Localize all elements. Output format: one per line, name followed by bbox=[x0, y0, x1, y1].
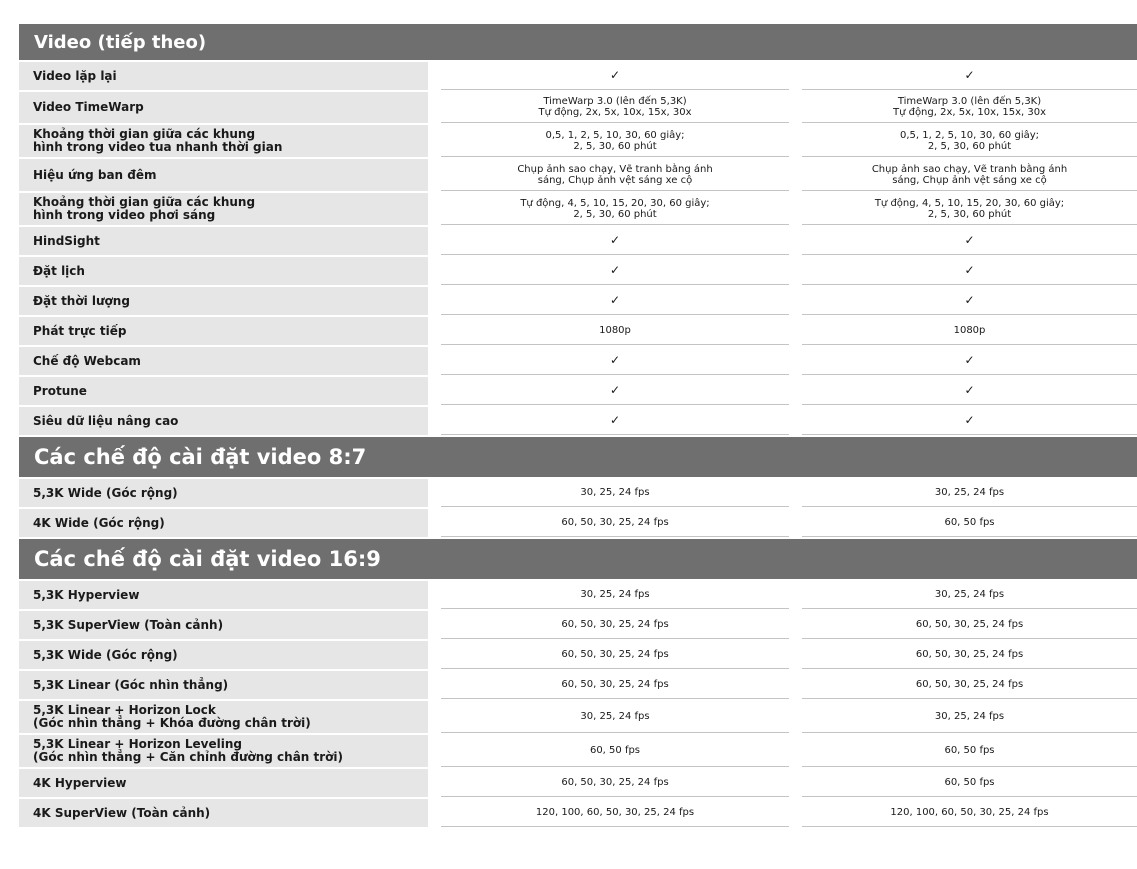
column-gap bbox=[789, 581, 802, 609]
column-gap bbox=[789, 611, 802, 639]
column-gap bbox=[789, 509, 802, 537]
feature-label-line: Siêu dữ liệu nâng cao bbox=[33, 413, 179, 428]
value-line: 60, 50 fps bbox=[944, 517, 995, 528]
value-cell-camera-2 bbox=[802, 611, 1137, 639]
value-cell-camera-1 bbox=[441, 671, 789, 699]
value-line: 2, 5, 30, 60 phút bbox=[927, 140, 1012, 152]
value-line: 30, 25, 24 fps bbox=[580, 487, 650, 498]
column-gap bbox=[428, 227, 441, 255]
section-header bbox=[19, 24, 1137, 60]
feature-label bbox=[19, 287, 428, 315]
column-gap bbox=[428, 581, 441, 609]
table-row bbox=[19, 407, 1137, 435]
column-gap bbox=[789, 735, 802, 767]
value-cell-camera-1 bbox=[441, 509, 789, 537]
value-line: Tự động, 2x, 5x, 10x, 15x, 30x bbox=[538, 107, 692, 118]
column-gap bbox=[428, 347, 441, 375]
feature-label bbox=[19, 125, 428, 157]
checkmark-icon: ✓ bbox=[609, 233, 621, 247]
value-cell-camera-1 bbox=[441, 641, 789, 669]
spec-sheet bbox=[19, 24, 1137, 829]
value-cell-camera-1 bbox=[441, 227, 789, 255]
feature-label bbox=[19, 479, 428, 507]
feature-label bbox=[19, 92, 428, 123]
feature-label-line: 5,3K Wide (Góc rộng) bbox=[33, 485, 178, 500]
column-gap bbox=[789, 317, 802, 345]
table-row bbox=[19, 287, 1137, 315]
column-gap bbox=[789, 159, 802, 191]
column-gap bbox=[789, 62, 802, 90]
value-cell-camera-1 bbox=[441, 735, 789, 767]
checkmark-icon: ✓ bbox=[609, 293, 621, 307]
section-title: Các chế độ cài đặt video 8:7 bbox=[34, 445, 367, 469]
value-cell-camera-2 bbox=[802, 799, 1137, 827]
checkmark-icon: ✓ bbox=[964, 293, 975, 307]
table-row bbox=[19, 611, 1137, 639]
feature-label-line: (Góc nhìn thẳng + Căn chỉnh đường chân trời) bbox=[33, 750, 344, 764]
value-line: 1080p bbox=[953, 325, 986, 336]
value-line: TimeWarp 3.0 (lên đến 5,3K) bbox=[543, 96, 687, 107]
value-cell-camera-2 bbox=[802, 671, 1137, 699]
value-cell-camera-2 bbox=[802, 509, 1137, 537]
feature-label bbox=[19, 407, 428, 435]
feature-label bbox=[19, 377, 428, 405]
feature-label-line: 5,3K Linear + Horizon Leveling bbox=[33, 737, 242, 751]
feature-label bbox=[19, 735, 428, 767]
checkmark-icon: ✓ bbox=[609, 413, 621, 427]
section-header bbox=[19, 437, 1137, 477]
value-line: 120, 100, 60, 50, 30, 25, 24 fps bbox=[535, 807, 695, 818]
column-gap bbox=[428, 479, 441, 507]
table-row bbox=[19, 257, 1137, 285]
value-cell-camera-1 bbox=[441, 479, 789, 507]
value-line: 60, 50, 30, 25, 24 fps bbox=[915, 649, 1024, 660]
feature-label-line: Khoảng thời gian giữa các khung bbox=[33, 127, 256, 141]
feature-label bbox=[19, 193, 428, 225]
column-gap bbox=[789, 227, 802, 255]
feature-label-line: Hiệu ứng ban đêm bbox=[33, 167, 157, 182]
column-gap bbox=[428, 611, 441, 639]
checkmark-icon: ✓ bbox=[609, 263, 621, 277]
column-gap bbox=[789, 701, 802, 733]
checkmark-icon: ✓ bbox=[609, 383, 621, 397]
value-cell-camera-1 bbox=[441, 701, 789, 733]
feature-label-line: 5,3K Wide (Góc rộng) bbox=[33, 647, 178, 662]
value-line: 60, 50, 30, 25, 24 fps bbox=[561, 649, 669, 660]
column-gap bbox=[428, 671, 441, 699]
section-title: Các chế độ cài đặt video 16:9 bbox=[34, 547, 381, 571]
value-line: sáng, Chụp ảnh vệt sáng xe cộ bbox=[537, 174, 693, 186]
value-cell-camera-1 bbox=[441, 257, 789, 285]
value-cell-camera-2 bbox=[802, 479, 1137, 507]
value-cell-camera-2 bbox=[802, 317, 1137, 345]
column-gap bbox=[789, 641, 802, 669]
feature-label bbox=[19, 769, 428, 797]
value-cell-camera-1 bbox=[441, 125, 789, 157]
value-cell-camera-1 bbox=[441, 407, 789, 435]
column-gap bbox=[789, 407, 802, 435]
column-gap bbox=[789, 671, 802, 699]
value-line: 60, 50, 30, 25, 24 fps bbox=[561, 777, 669, 788]
column-gap bbox=[428, 287, 441, 315]
value-cell-camera-1 bbox=[441, 799, 789, 827]
value-cell-camera-2 bbox=[802, 125, 1137, 157]
value-cell-camera-1 bbox=[441, 377, 789, 405]
column-gap bbox=[428, 62, 441, 90]
column-gap bbox=[789, 92, 802, 123]
checkmark-icon: ✓ bbox=[964, 383, 975, 397]
feature-label-line: 4K SuperView (Toàn cảnh) bbox=[33, 805, 211, 820]
feature-label-line: Video lặp lại bbox=[33, 68, 117, 83]
table-row bbox=[19, 735, 1137, 767]
table-row bbox=[19, 347, 1137, 375]
table-row bbox=[19, 479, 1137, 507]
feature-label bbox=[19, 62, 428, 90]
value-cell-camera-2 bbox=[802, 407, 1137, 435]
value-line: 2, 5, 30, 60 phút bbox=[573, 140, 657, 152]
value-line: 60, 50 fps bbox=[589, 745, 641, 756]
checkmark-icon: ✓ bbox=[964, 68, 975, 82]
value-cell-camera-2 bbox=[802, 92, 1137, 123]
feature-label bbox=[19, 347, 428, 375]
value-line: 120, 100, 60, 50, 30, 25, 24 fps bbox=[890, 807, 1049, 818]
feature-label-line: Protune bbox=[33, 383, 87, 398]
column-gap bbox=[428, 769, 441, 797]
value-line: Chụp ảnh sao chạy, Vẽ tranh bằng ánh bbox=[517, 163, 713, 175]
feature-label bbox=[19, 671, 428, 699]
table-row bbox=[19, 377, 1137, 405]
column-gap bbox=[789, 377, 802, 405]
column-gap bbox=[428, 407, 441, 435]
checkmark-icon: ✓ bbox=[964, 263, 975, 277]
feature-label-line: 5,3K Linear (Góc nhìn thẳng) bbox=[33, 677, 229, 692]
column-gap bbox=[428, 377, 441, 405]
column-gap bbox=[428, 735, 441, 767]
feature-label-line: Đặt lịch bbox=[33, 263, 85, 278]
column-gap bbox=[428, 125, 441, 157]
column-gap bbox=[428, 509, 441, 537]
column-gap bbox=[428, 701, 441, 733]
value-line: 30, 25, 24 fps bbox=[934, 487, 1005, 498]
checkmark-icon: ✓ bbox=[964, 353, 975, 367]
value-cell-camera-1 bbox=[441, 287, 789, 315]
column-gap bbox=[789, 125, 802, 157]
value-line: 60, 50, 30, 25, 24 fps bbox=[561, 619, 669, 630]
feature-label-line: Chế độ Webcam bbox=[33, 353, 141, 368]
feature-label-line: 5,3K Linear + Horizon Lock bbox=[33, 703, 216, 717]
value-line: 60, 50, 30, 25, 24 fps bbox=[561, 679, 669, 690]
value-line: Tự động, 2x, 5x, 10x, 15x, 30x bbox=[892, 107, 1047, 118]
value-cell-camera-1 bbox=[441, 92, 789, 123]
checkmark-icon: ✓ bbox=[964, 413, 975, 427]
column-gap bbox=[428, 193, 441, 225]
column-gap bbox=[789, 769, 802, 797]
table-row bbox=[19, 641, 1137, 669]
feature-label-line: HindSight bbox=[33, 233, 100, 248]
value-cell-camera-2 bbox=[802, 159, 1137, 191]
feature-label-line: hình trong video phơi sáng bbox=[33, 208, 216, 222]
value-cell-camera-1 bbox=[441, 159, 789, 191]
value-line: 0,5, 1, 2, 5, 10, 30, 60 giây; bbox=[899, 129, 1040, 141]
feature-label bbox=[19, 581, 428, 609]
value-cell-camera-2 bbox=[802, 581, 1137, 609]
feature-label-line: (Góc nhìn thẳng + Khóa đường chân trời) bbox=[33, 716, 311, 730]
value-cell-camera-1 bbox=[441, 769, 789, 797]
section-title: Video (tiếp theo) bbox=[34, 31, 207, 53]
value-line: 30, 25, 24 fps bbox=[934, 589, 1005, 600]
feature-label-line: Video TimeWarp bbox=[33, 100, 144, 114]
feature-label-line: hình trong video tua nhanh thời gian bbox=[33, 140, 283, 154]
table-row bbox=[19, 227, 1137, 255]
value-cell-camera-2 bbox=[802, 347, 1137, 375]
value-cell-camera-1 bbox=[441, 317, 789, 345]
value-line: 60, 50 fps bbox=[944, 745, 995, 756]
value-line: 1080p bbox=[599, 325, 631, 336]
feature-label bbox=[19, 159, 428, 191]
checkmark-icon: ✓ bbox=[964, 233, 975, 247]
checkmark-icon: ✓ bbox=[609, 353, 621, 367]
column-gap bbox=[789, 479, 802, 507]
value-line: Tự động, 4, 5, 10, 15, 20, 30, 60 giây; bbox=[874, 197, 1065, 209]
value-cell-camera-2 bbox=[802, 377, 1137, 405]
value-line: sáng, Chụp ảnh vệt sáng xe cộ bbox=[892, 174, 1047, 186]
value-line: 0,5, 1, 2, 5, 10, 30, 60 giây; bbox=[545, 129, 685, 141]
value-cell-camera-2 bbox=[802, 701, 1137, 733]
value-cell-camera-2 bbox=[802, 227, 1137, 255]
table-row bbox=[19, 159, 1137, 191]
value-cell-camera-2 bbox=[802, 641, 1137, 669]
table-row bbox=[19, 701, 1137, 733]
table-row bbox=[19, 799, 1137, 827]
value-cell-camera-2 bbox=[802, 287, 1137, 315]
value-line: 60, 50, 30, 25, 24 fps bbox=[561, 517, 669, 528]
value-cell-camera-1 bbox=[441, 581, 789, 609]
table-row bbox=[19, 671, 1137, 699]
value-line: 60, 50 fps bbox=[944, 777, 995, 788]
feature-label-line: 4K Wide (Góc rộng) bbox=[33, 515, 165, 530]
column-gap bbox=[428, 92, 441, 123]
section-header bbox=[19, 539, 1137, 579]
feature-label bbox=[19, 509, 428, 537]
column-gap bbox=[428, 257, 441, 285]
value-line: 2, 5, 30, 60 phút bbox=[927, 208, 1012, 220]
value-cell-camera-2 bbox=[802, 769, 1137, 797]
column-gap bbox=[428, 641, 441, 669]
column-gap bbox=[789, 347, 802, 375]
feature-label-line: Khoảng thời gian giữa các khung bbox=[33, 195, 256, 209]
table-row bbox=[19, 317, 1137, 345]
value-cell-camera-1 bbox=[441, 62, 789, 90]
column-gap bbox=[789, 257, 802, 285]
value-line: 30, 25, 24 fps bbox=[580, 711, 650, 722]
value-cell-camera-1 bbox=[441, 193, 789, 225]
feature-label bbox=[19, 317, 428, 345]
feature-label-line: Phát trực tiếp bbox=[33, 323, 127, 338]
table-row bbox=[19, 125, 1137, 157]
value-cell-camera-1 bbox=[441, 611, 789, 639]
feature-label-line: 4K Hyperview bbox=[33, 775, 127, 790]
feature-label bbox=[19, 701, 428, 733]
value-cell-camera-2 bbox=[802, 735, 1137, 767]
value-line: 60, 50, 30, 25, 24 fps bbox=[915, 679, 1024, 690]
feature-label bbox=[19, 257, 428, 285]
value-cell-camera-1 bbox=[441, 347, 789, 375]
column-gap bbox=[789, 287, 802, 315]
feature-label-line: 5,3K Hyperview bbox=[33, 587, 140, 602]
value-cell-camera-2 bbox=[802, 62, 1137, 90]
value-line: 60, 50, 30, 25, 24 fps bbox=[915, 619, 1024, 630]
feature-label bbox=[19, 227, 428, 255]
value-cell-camera-2 bbox=[802, 193, 1137, 225]
column-gap bbox=[789, 799, 802, 827]
feature-label-line: 5,3K SuperView (Toàn cảnh) bbox=[33, 617, 224, 632]
column-gap bbox=[428, 159, 441, 191]
column-gap bbox=[428, 799, 441, 827]
table-row bbox=[19, 193, 1137, 225]
feature-label bbox=[19, 799, 428, 827]
table-row bbox=[19, 509, 1137, 537]
feature-label-line: Đặt thời lượng bbox=[33, 293, 130, 308]
value-line: Tự động, 4, 5, 10, 15, 20, 30, 60 giây; bbox=[520, 197, 710, 209]
checkmark-icon: ✓ bbox=[609, 68, 621, 82]
table-row bbox=[19, 581, 1137, 609]
table-row bbox=[19, 92, 1137, 123]
value-cell-camera-2 bbox=[802, 257, 1137, 285]
value-line: Chụp ảnh sao chạy, Vẽ tranh bằng ánh bbox=[871, 163, 1068, 175]
table-row bbox=[19, 769, 1137, 797]
value-line: 30, 25, 24 fps bbox=[934, 711, 1005, 722]
feature-label bbox=[19, 641, 428, 669]
value-line: TimeWarp 3.0 (lên đến 5,3K) bbox=[897, 96, 1042, 107]
value-line: 2, 5, 30, 60 phút bbox=[573, 208, 657, 220]
table-row bbox=[19, 62, 1137, 90]
column-gap bbox=[428, 317, 441, 345]
column-gap bbox=[789, 193, 802, 225]
feature-label bbox=[19, 611, 428, 639]
value-line: 30, 25, 24 fps bbox=[580, 589, 650, 600]
